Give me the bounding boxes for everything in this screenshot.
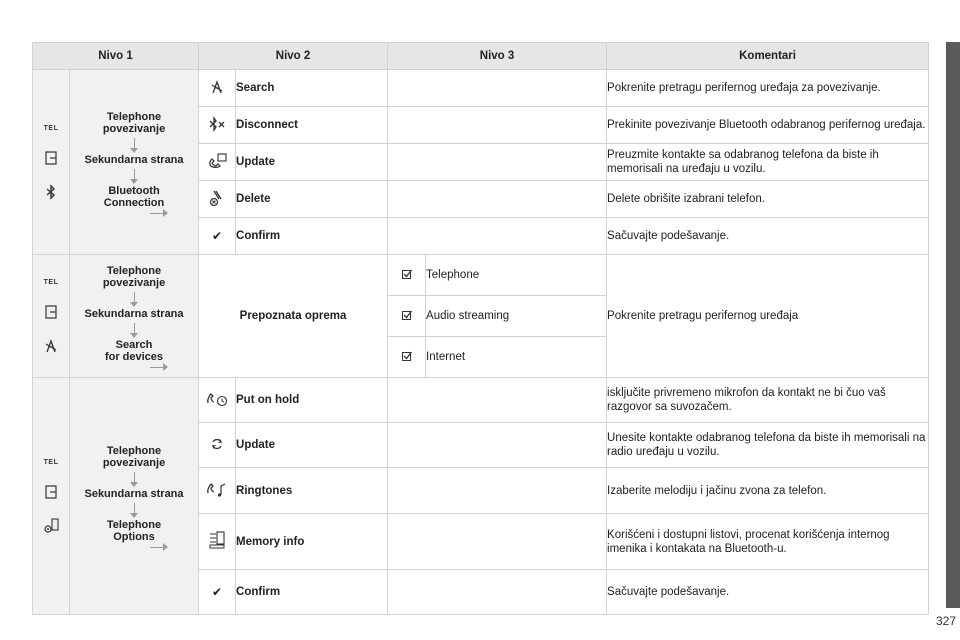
search-device-icon — [43, 338, 59, 354]
section2-icons — [33, 255, 70, 378]
nivo1-line: Bluetooth — [108, 184, 160, 197]
nivo1-line: Telephone — [106, 444, 162, 457]
phone-update-icon — [207, 153, 227, 169]
option-label[interactable]: Disconnect — [236, 107, 388, 144]
table-row — [33, 255, 929, 296]
header-nivo3: Nivo 3 — [388, 43, 607, 70]
refresh-icon — [209, 436, 225, 452]
bluetooth-icon — [43, 184, 59, 200]
comment-text: Pokrenite pretragu perifernog uređaja — [607, 255, 929, 378]
section2-nivo1 — [70, 255, 199, 378]
arrow-right-icon — [150, 213, 164, 214]
nivo3-option[interactable]: Telephone — [426, 255, 607, 296]
option-label[interactable]: Update — [236, 423, 388, 468]
checkbox-icon[interactable] — [402, 269, 412, 279]
sheet-icon — [43, 484, 59, 500]
arrow-right-icon — [150, 547, 164, 548]
comment-text: Izaberite melodiju i jačinu zvona za telefon. — [607, 468, 929, 514]
sheet-icon — [43, 304, 59, 320]
nivo3-option[interactable]: Audio streaming — [426, 296, 607, 337]
phone-options-icon — [43, 518, 59, 534]
ringtone-icon — [206, 480, 228, 498]
put-on-hold-icon — [206, 390, 228, 408]
arrow-right-icon — [150, 367, 164, 368]
page-edge-tab — [946, 42, 960, 608]
nivo1-line: povezivanje — [102, 122, 166, 135]
memory-info-icon — [208, 530, 226, 550]
header-nivo1: Nivo 1 — [33, 43, 199, 70]
comment-text: Prekinite povezivanje Bluetooth odabranog perifernog uređaja. — [607, 107, 929, 144]
comment-text: Sačuvajte podešavanje. — [607, 570, 929, 615]
table-row — [33, 70, 929, 107]
section1-nivo1 — [70, 70, 199, 255]
option-label[interactable]: Search — [236, 70, 388, 107]
checkbox-icon[interactable] — [402, 351, 412, 361]
sheet-icon — [43, 150, 59, 166]
option-label[interactable]: Put on hold — [236, 378, 388, 423]
menu-table — [32, 42, 929, 615]
nivo1-line: Sekundarna strana — [84, 307, 184, 320]
tel-label-icon: TEL — [43, 278, 59, 286]
option-label[interactable]: Confirm — [236, 218, 388, 255]
comment-text: isključite privremeno mikrofon da kontakt ne bi čuo vaš razgovor sa suvozačem. — [607, 378, 929, 423]
section1-icons — [33, 70, 70, 255]
comment-text: Pokrenite pretragu perifernog uređaja za povezivanje. — [607, 70, 929, 107]
arrow-down-icon — [134, 323, 135, 334]
section3-icons — [33, 378, 70, 615]
section3-nivo1 — [70, 378, 199, 615]
arrow-down-icon — [134, 503, 135, 514]
nivo3-option[interactable]: Internet — [426, 337, 607, 378]
option-label[interactable]: Update — [236, 144, 388, 181]
checkmark-icon: ✔ — [211, 229, 223, 243]
nivo1-line: povezivanje — [102, 276, 166, 289]
option-label[interactable]: Ringtones — [236, 468, 388, 514]
arrow-down-icon — [134, 292, 135, 303]
header-nivo2: Nivo 2 — [199, 43, 388, 70]
arrow-down-icon — [134, 169, 135, 180]
option-label[interactable]: Memory info — [236, 514, 388, 570]
nivo1-line: Telephone — [106, 110, 162, 123]
header-komentari: Komentari — [607, 43, 929, 70]
nivo1-line: Telephone — [106, 264, 162, 277]
phone-delete-icon — [208, 189, 226, 207]
bluetooth-disconnect-icon — [208, 116, 226, 132]
nivo2-label[interactable]: Prepoznata oprema — [199, 255, 388, 378]
nivo1-line: Connection — [103, 196, 165, 209]
comment-text: Preuzmite kontakte sa odabranog telefona da biste ih memorisali na uređaju u vozilu. — [607, 144, 929, 181]
option-label[interactable]: Confirm — [236, 570, 388, 615]
checkbox-icon[interactable] — [402, 310, 412, 320]
nivo1-line: povezivanje — [102, 456, 166, 469]
tel-label-icon: TEL — [43, 124, 59, 132]
comment-text: Sačuvajte podešavanje. — [607, 218, 929, 255]
page-number: 327 — [935, 614, 956, 628]
arrow-down-icon — [134, 472, 135, 483]
nivo1-line: Search — [115, 338, 153, 351]
tel-label-icon: TEL — [43, 458, 59, 466]
nivo1-line: Options — [113, 530, 155, 543]
nivo1-line: Sekundarna strana — [84, 153, 184, 166]
nivo1-line: Telephone — [106, 518, 162, 531]
checkmark-icon: ✔ — [211, 585, 223, 599]
option-label[interactable]: Delete — [236, 181, 388, 218]
search-device-icon — [209, 79, 225, 95]
table-row — [33, 378, 929, 423]
comment-text: Delete obrišite izabrani telefon. — [607, 181, 929, 218]
comment-text: Unesite kontakte odabranog telefona da biste ih memorisali na radio uređaju u vozilu. — [607, 423, 929, 468]
nivo1-line: Sekundarna strana — [84, 487, 184, 500]
nivo1-line: for devices — [104, 350, 164, 363]
comment-text: Korišćeni i dostupni listovi, procenat korišćenja internog imenika i kontakata na Bluetooth-u. — [607, 514, 929, 570]
header-row — [33, 43, 929, 70]
arrow-down-icon — [134, 138, 135, 149]
